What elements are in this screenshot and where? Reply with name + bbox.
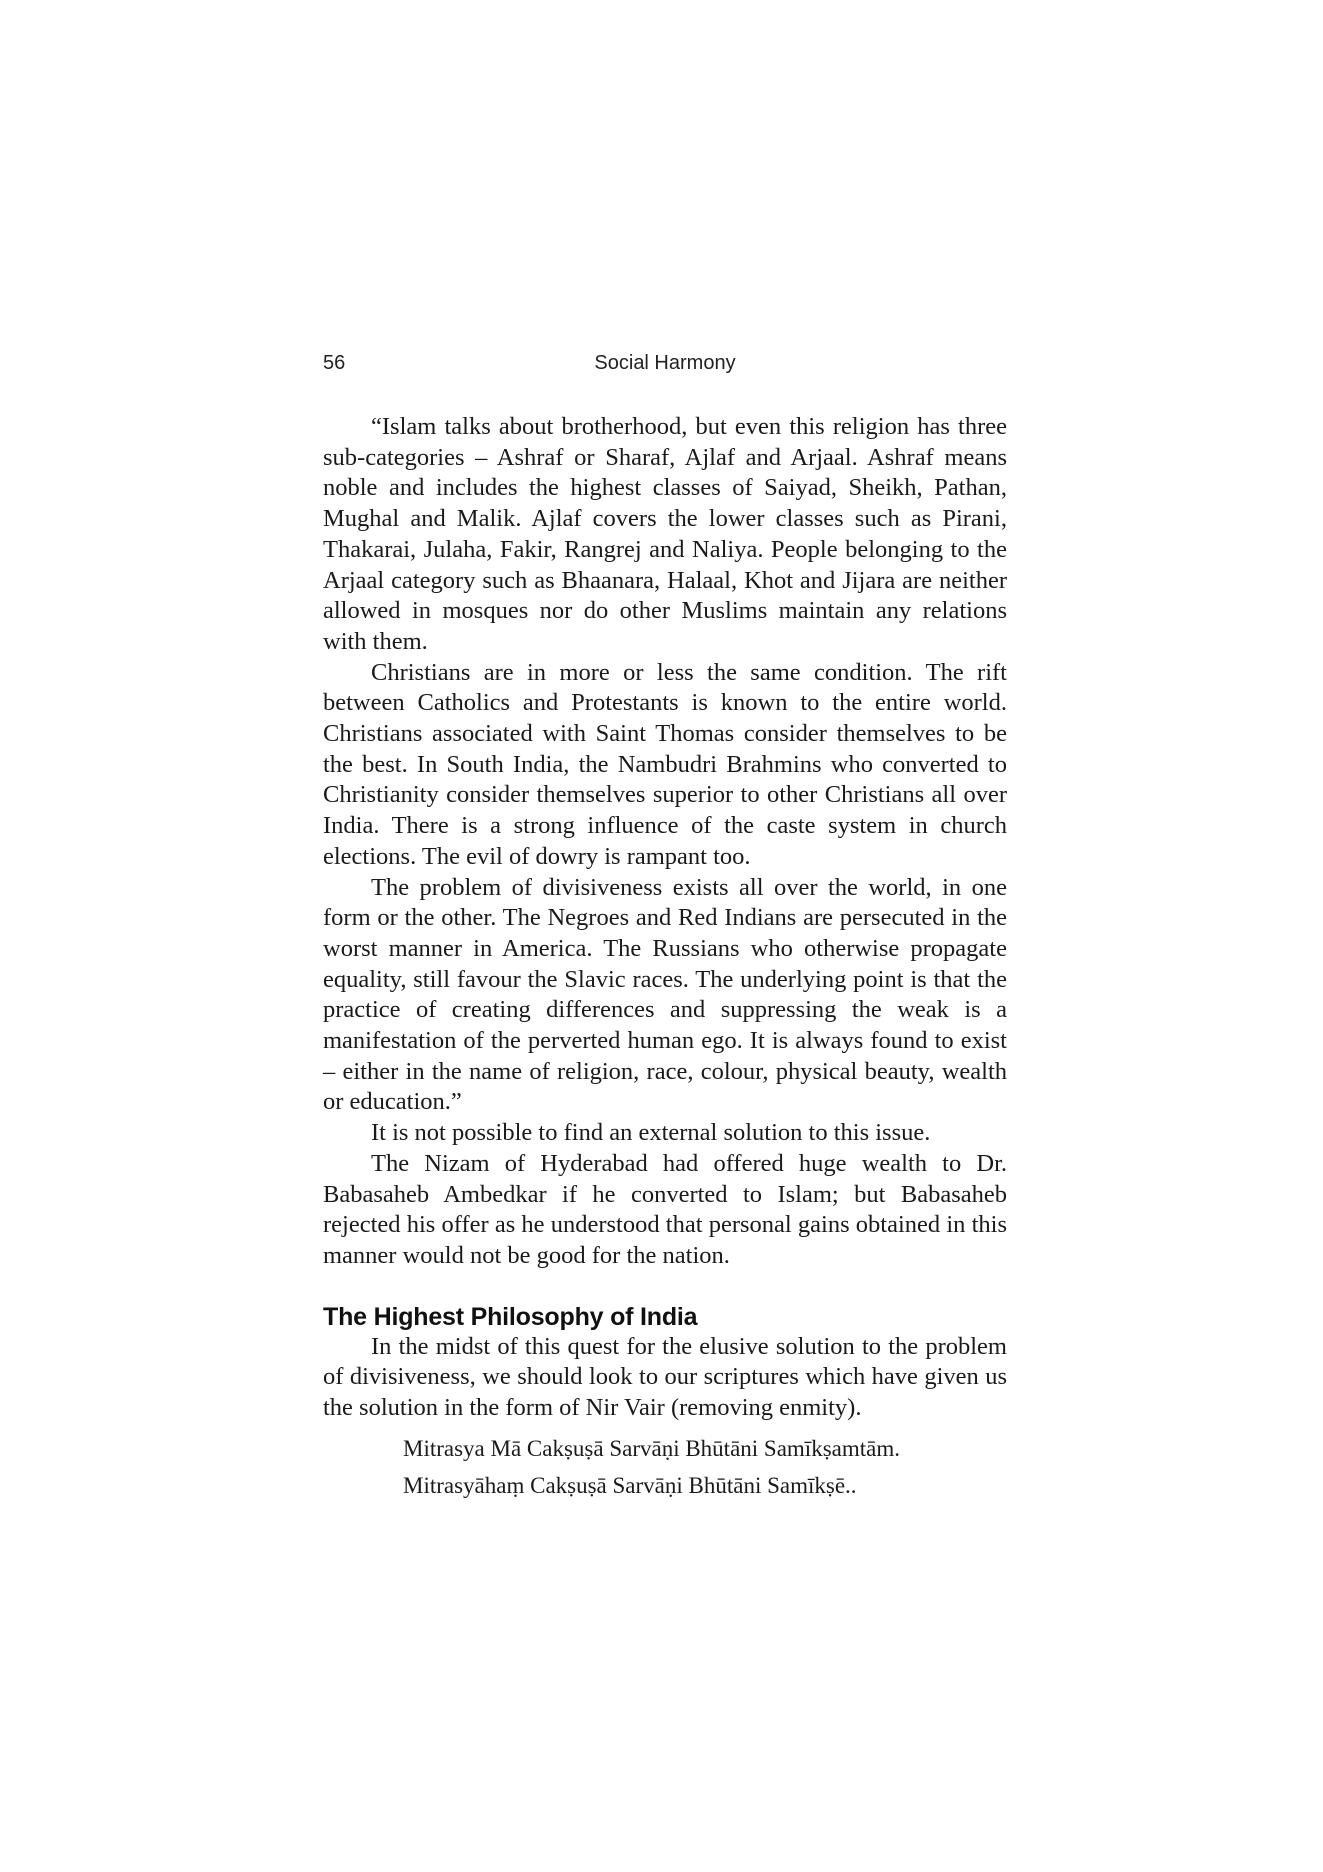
- paragraph-christians: Christians are in more or less the same condition. The rift between Catholics and Protestants is known to the entire world. Christians associated with Saint Thomas consider themselves to be the best. In South India, the Nambudri Brahmins who converted to Christianity consider themselves superior to other Christians all over India. There is a strong influence of the caste system in church elections. The evil of dowry is rampant too.: [323, 658, 1007, 870]
- book-page: [323, 0, 1007, 1872]
- paragraph-nizam: The Nizam of Hyderabad had offered huge wealth to Dr. Babasaheb Ambedkar if he converted to Islam; but Babasaheb rejected his offer as he understood that personal gains obtained in this manner would not be good for the nation.: [323, 1149, 1007, 1269]
- book-title: Social Harmony: [594, 352, 736, 374]
- running-header: [323, 352, 1007, 382]
- body-text: [323, 412, 1007, 1504]
- section-heading: The Highest Philosophy of India: [323, 1302, 698, 1331]
- paragraph-divisiveness: The problem of divisiveness exists all over the world, in one form or the other. The Negroes and Red Indians are persecuted in the worst manner in America. The Russians who otherwise propagate equality, still favour the Slavic races. The underlying point is that the practice of creating differences and suppressing the weak is a manifestation of the perverted human ego. It is always found to exist – either in the name of religion, race, colour, physical beauty, wealth or education.”: [323, 873, 1007, 1116]
- sanskrit-verse: [323, 1430, 1007, 1504]
- verse-line-2: Mitrasyāhaṃ Cakṣuṣā Sarvāṇi Bhūtāni Samīkṣē..: [403, 1472, 857, 1498]
- verse-line-1: Mitrasya Mā Cakṣuṣā Sarvāṇi Bhūtāni Samīkṣamtām.: [403, 1435, 900, 1461]
- paragraph-section-intro: In the midst of this quest for the elusive solution to the problem of divisiveness, we should look to our scriptures which have given us the solution in the form of Nir Vair (removing enmity).: [323, 1332, 1007, 1422]
- page-number: 56: [323, 352, 346, 374]
- paragraph-external-solution: It is not possible to find an external solution to this issue.: [371, 1119, 931, 1147]
- paragraph-islam: “Islam talks about brotherhood, but even this religion has three sub-categories – Ashraf or Sharaf, Ajlaf and Arjaal. Ashraf means noble and includes the highest classes of Saiyad, Sheikh, Pathan, Mughal and Malik. Ajlaf covers the lower classes such as Pirani, Thakarai, Julaha, Fakir, Rangrej and Naliya. People belonging to the Arjaal category such as Bhaanara, Halaal, Khot and Jijara are neither allowed in mosques nor do other Muslims maintain any relations with them.: [323, 413, 1007, 655]
